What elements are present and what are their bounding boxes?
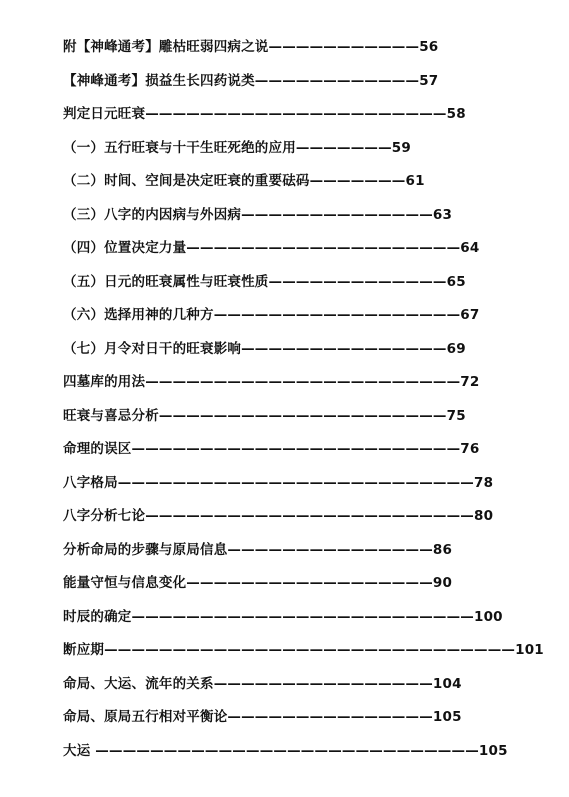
- toc-entry: 大运 ————————————————————————————105: [63, 742, 508, 759]
- toc-entry: 八字格局——————————————————————————78: [63, 474, 494, 491]
- toc-entry: （五）日元的旺衰属性与旺衰性质—————————————65: [63, 273, 466, 290]
- toc-entry: （二）时间、空间是决定旺衰的重要砝码———————61: [63, 173, 425, 189]
- toc-entry: 时辰的确定—————————————————————————100: [63, 608, 503, 625]
- toc-entry: （一）五行旺衰与十干生旺死绝的应用———————59: [63, 139, 411, 156]
- toc-entry: 四墓库的用法———————————————————————72: [63, 374, 480, 390]
- toc-entry: 断应期——————————————————————————————101: [63, 642, 544, 658]
- toc-entry: 旺衰与喜忌分析—————————————————————75: [63, 407, 466, 424]
- toc-entry: 八字分析七论————————————————————————80: [63, 508, 494, 524]
- toc-entry: 能量守恒与信息变化——————————————————90: [63, 575, 453, 591]
- toc-entry: 附【神峰通考】雕枯旺弱四病之说———————————56: [63, 39, 439, 55]
- toc-entry: （四）位置决定力量————————————————————64: [63, 240, 480, 256]
- toc-entry: 命理的误区————————————————————————76: [63, 441, 480, 457]
- toc-entry: （六）选择用神的几种方——————————————————67: [63, 307, 480, 323]
- toc-entry: （七）月令对日干的旺衰影响———————————————69: [63, 340, 466, 357]
- toc-entry: （三）八字的内因病与外因病——————————————63: [63, 206, 453, 223]
- toc-entry: 命局、原局五行相对平衡论———————————————105: [63, 709, 462, 725]
- table-of-contents: [63, 37, 543, 774]
- toc-entry: 【神峰通考】损益生长四药说类————————————57: [63, 72, 439, 89]
- toc-entry: 分析命局的步骤与原局信息———————————————86: [63, 541, 453, 558]
- toc-entry: 判定日元旺衰——————————————————————58: [63, 106, 466, 122]
- toc-entry: 命局、大运、流年的关系————————————————104: [63, 675, 462, 692]
